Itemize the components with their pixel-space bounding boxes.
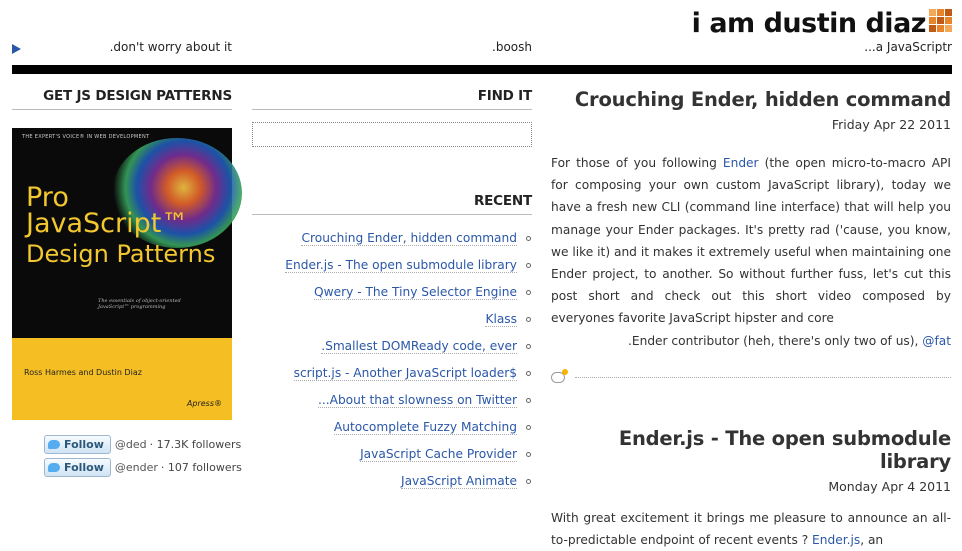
left-column [12,88,232,420]
recent-link[interactable]: .Smallest DOMReady code, ever [321,339,517,353]
follow-label: Follow [64,461,104,474]
list-item [252,468,532,495]
comment-icon[interactable] [551,372,565,383]
post-text: With great excitement it brings me pleasure to announce an all-to-predictable endpoint of recent events ? [551,510,951,548]
recent-link[interactable]: Klass [485,312,517,326]
recent-link[interactable]: ...About that slowness on Twitter [317,393,517,407]
follow-label: Follow [64,438,104,451]
enderjs-link[interactable]: Ender.js [812,533,861,548]
bullet-icon [526,344,531,349]
site-title[interactable]: i am dustin diaz [691,8,926,39]
list-item [252,333,532,360]
follow-button-ender[interactable] [44,458,111,477]
follower-count: · 107 followers [160,461,242,474]
follow-handle[interactable]: @ender [114,461,158,474]
post-text: .Ender contributor (heh, there's only two of us), [628,333,923,348]
post-text: (the open micro-to-macro API for composing your own custom JavaScript library), today we have a fresh new CLI (command line interface) that will help you manage your Ender packages. It's pretty rad ('cause, you know, we like it) and it makes it extremely useful when maintaining one Ender project, to another. So without further fuss, let's cut this post short and check out this short video composed by everyones favorite JavaScript hipster and core [551,156,951,326]
middle-column [252,88,532,495]
book-title-line3: Design Patterns [26,240,216,268]
book-title-line2: JavaScript™ [26,208,189,239]
follow-handle[interactable]: @ded [114,438,147,451]
tagline-right: ...a JavaScriptr [864,40,952,54]
divider [575,377,951,378]
recent-list [252,225,532,495]
follow-row-ender [44,458,242,477]
logo-icon [929,9,952,32]
tagline-left: .don't worry about it [109,40,232,54]
post-body [551,507,951,551]
bullet-icon [526,452,531,457]
post-date: Monday Apr 4 2011 [828,478,951,494]
recent-heading: RECENT [252,193,532,215]
bullet-icon [526,236,531,241]
post-body [551,152,951,330]
bullet-icon [526,263,531,268]
follow-button-ded[interactable] [44,435,111,454]
list-item [252,360,532,387]
bullet-icon [526,425,531,430]
post-title[interactable]: Ender.js - The open submodule library [618,426,951,473]
header-divider [12,65,952,74]
twitter-bird-icon [48,463,60,472]
fat-link[interactable]: @fat [922,333,951,348]
search-input[interactable] [252,122,532,147]
post-text: For those of you following [551,156,723,170]
bullet-icon [526,317,531,322]
tagline-middle: .boosh [492,40,532,54]
book-publisher: Apress® [186,399,222,408]
post [551,427,951,551]
post-last-line [551,330,951,352]
list-item [252,387,532,414]
list-item [252,225,532,252]
list-item [252,441,532,468]
comment-row [551,372,951,383]
bullet-icon [526,398,531,403]
recent-link[interactable]: Ender.js - The open submodule library [285,258,517,272]
ender-link[interactable]: Ender [722,156,759,170]
main-column [551,88,951,551]
recent-link[interactable]: Crouching Ender, hidden command [301,231,517,245]
follow-row-ded [44,435,241,454]
post-date: Friday Apr 22 2011 [831,117,951,132]
follower-count: · 17.3K followers [149,438,242,451]
book-authors: Ross Harmes and Dustin Diaz [24,368,142,377]
list-item [252,306,532,333]
book-subtitle: The essentials of object-oriented JavaScript™ programming [98,298,181,310]
recent-link[interactable]: JavaScript Cache Provider [360,447,517,461]
bullet-icon [526,479,531,484]
book-heading: GET JS DESIGN PATTERNS [12,88,232,110]
twitter-bird-icon [48,440,60,449]
list-item [252,414,532,441]
recent-link[interactable]: Qwery - The Tiny Selector Engine [314,285,517,299]
post-text: , an [860,533,884,548]
recent-link[interactable]: Autocomplete Fuzzy Matching [333,420,517,434]
post-title[interactable]: Crouching Ender, hidden command [574,88,951,111]
book-series: THE EXPERT'S VOICE® IN WEB DEVELOPMENT [22,134,150,140]
list-item [252,252,532,279]
book-cover[interactable] [12,128,232,420]
post [551,88,951,383]
list-item [252,279,532,306]
bullet-icon [526,290,531,295]
bullet-icon [526,371,531,376]
book-title-line1: Pro [26,182,69,213]
find-heading: FIND IT [252,88,532,110]
recent-link[interactable]: JavaScript Animate [400,474,517,488]
recent-link[interactable]: script.js - Another JavaScript loader$ [293,366,517,380]
expand-arrow-icon[interactable] [12,44,21,54]
